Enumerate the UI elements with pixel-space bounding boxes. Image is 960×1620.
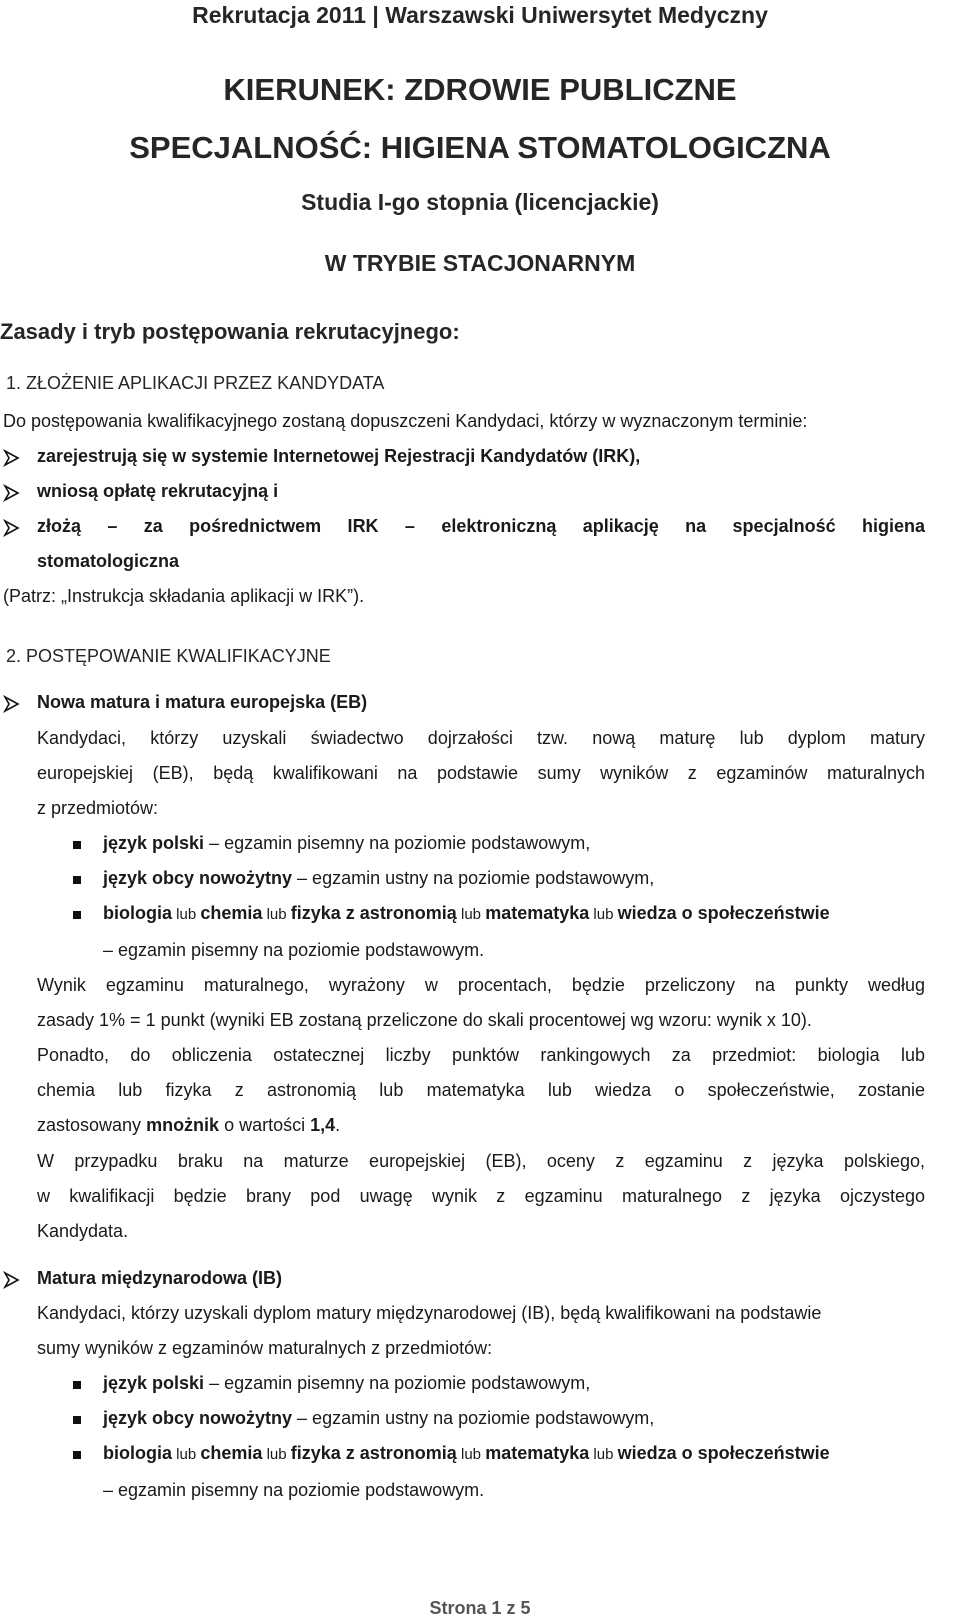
section1-bullet-apply: złożą – za pośrednictwem IRK – elektroniczną aplikację na specjalność higiena [37, 516, 925, 536]
square-bullet-icon [73, 911, 81, 919]
section1-intro: Do postępowania kwalifikacyjnego zostaną dopuszczeni Kandydaci, którzy w wyznaczonym terminie: [3, 411, 808, 431]
new-matura-title: Nowa matura i matura europejska (EB) [37, 692, 368, 712]
title-mode: W TRYBIE STACJONARNYM [324, 250, 636, 276]
para2-line-3: zastosowany mnożnik o wartości 1,4. [37, 1115, 341, 1135]
title-degree: Studia I-go stopnia (licencjackie) [301, 189, 659, 215]
para3-line-3: Kandydata. [37, 1221, 129, 1241]
para3-line-1: W przypadku braku na maturze europejskiej (EB), oceny z egzaminu z języka polskiego, [37, 1151, 925, 1171]
para3-line-2: w kwalifikacji będzie brany pod uwagę wynik z egzaminu maturalnego z języka ojczystego [37, 1186, 925, 1206]
section2-heading: 2. POSTĘPOWANIE KWALIFIKACYJNE [6, 646, 331, 666]
square-bullet-icon [73, 841, 81, 849]
ib-subject-science-options: biologia lub chemia lub fizyka z astronomią lub matematyka lub wiedza o społeczeństwie [103, 1443, 830, 1463]
section1-bullet-fee: wniosą opłatę rekrutacyjną i [37, 481, 279, 501]
new-matura-line-3: z przedmiotów: [37, 798, 159, 818]
para1-line-1: Wynik egzaminu maturalnego, wyrażony w procentach, będzie przeliczony na punkty według [37, 975, 925, 995]
subject-foreign: język obcy nowożytny – egzamin ustny na poziomie podstawowym, [103, 868, 655, 888]
ib-subject-polish: język polski – egzamin pisemny na poziomie podstawowym, [103, 1373, 591, 1393]
rules-heading: Zasady i tryb postępowania rekrutacyjnego: [0, 319, 460, 344]
page-number: Strona 1 z 5 [429, 1598, 531, 1618]
square-bullet-icon [73, 1381, 81, 1389]
new-matura-line-2: europejskiej (EB), będą kwalifikowani na podstawie sumy wyników z egzaminów maturalnych [37, 763, 925, 783]
ib-subject-science-exam: – egzamin pisemny na poziomie podstawowym. [103, 1480, 485, 1500]
new-matura-line-1: Kandydaci, którzy uzyskali świadectwo dojrzałości tzw. nową maturę lub dyplom matury [37, 728, 925, 748]
arrow-bullet-icon [3, 484, 21, 502]
square-bullet-icon [73, 876, 81, 884]
square-bullet-icon [73, 1451, 81, 1459]
title-specialty: SPECJALNOŚĆ: HIGIENA STOMATOLOGICZNA [129, 130, 831, 165]
section1-note: (Patrz: „Instrukcja składania aplikacji w IRK”). [3, 586, 365, 606]
subject-polish: język polski – egzamin pisemny na poziomie podstawowym, [103, 833, 591, 853]
ib-line-2: sumy wyników z egzaminów maturalnych z przedmiotów: [37, 1338, 493, 1358]
arrow-bullet-icon [3, 695, 21, 713]
para1-line-2: zasady 1% = 1 punkt (wyniki EB zostaną przeliczone do skali procentowej wg wzoru: wynik x 10). [37, 1010, 812, 1030]
square-bullet-icon [73, 1416, 81, 1424]
title-field-of-study: KIERUNEK: ZDROWIE PUBLICZNE [223, 72, 737, 107]
arrow-bullet-icon [3, 519, 21, 537]
section1-bullet-apply-cont: stomatologiczna [37, 551, 180, 571]
subject-science-exam: – egzamin pisemny na poziomie podstawowym. [103, 940, 485, 960]
section1-heading: 1. ZŁOŻENIE APLIKACJI PRZEZ KANDYDATA [6, 373, 385, 393]
subject-science-options: biologia lub chemia lub fizyka z astronomią lub matematyka lub wiedza o społeczeństwie [103, 903, 830, 923]
section1-bullet-register: zarejestrują się w systemie Internetowej Rejestracji Kandydatów (IRK), [37, 446, 641, 466]
para2-line-1: Ponadto, do obliczenia ostatecznej liczby punktów rankingowych za przedmiot: biologia lub [37, 1045, 925, 1065]
arrow-bullet-icon [3, 1271, 21, 1289]
arrow-bullet-icon [3, 449, 21, 467]
ib-line-1: Kandydaci, którzy uzyskali dyplom matury międzynarodowej (IB), będą kwalifikowani na podstawie [37, 1303, 822, 1323]
para2-line-2: chemia lub fizyka z astronomią lub matematyka lub wiedza o społeczeństwie, zostanie [37, 1080, 925, 1100]
ib-subject-foreign: język obcy nowożytny – egzamin ustny na poziomie podstawowym, [103, 1408, 655, 1428]
ib-title: Matura międzynarodowa (IB) [37, 1268, 283, 1288]
page-header: Rekrutacja 2011 | Warszawski Uniwersytet Medyczny [192, 2, 768, 28]
